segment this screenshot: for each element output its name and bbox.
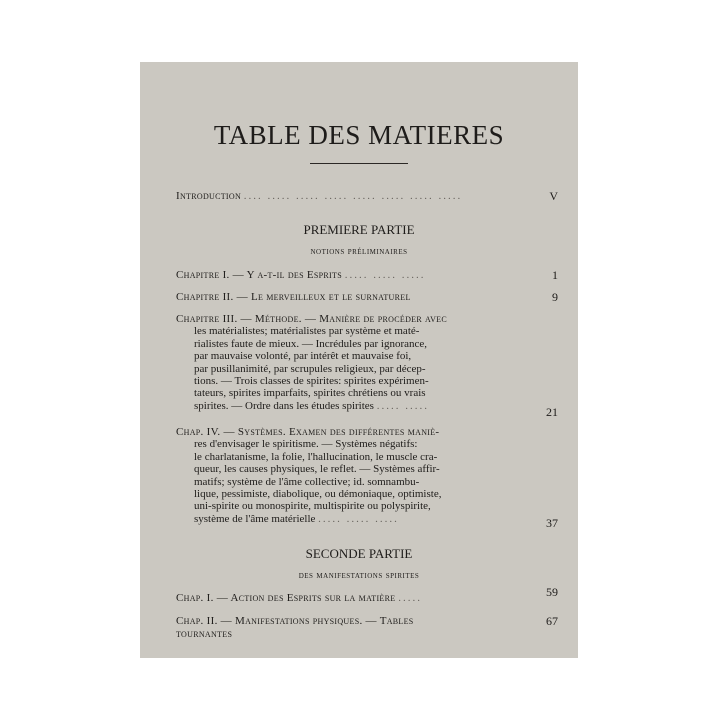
- toc-line-text: spirites. — Ordre dans les études spirites: [194, 399, 374, 412]
- toc-entry-chapter-3: [176, 313, 530, 412]
- toc-entry-label: tournantes: [176, 628, 233, 640]
- toc-entry-page: 21: [546, 405, 558, 419]
- leader-dots: .....: [398, 592, 422, 604]
- toc-entry-chapter-4: [176, 426, 530, 525]
- toc-line: Chapitre III. — Méthode. — Manière de procéder avec: [176, 313, 447, 325]
- part-subtitle: des manifestations spirites: [298, 570, 420, 581]
- toc-line: par pusillanimité, par scrupules religieux, par décep-: [194, 362, 426, 375]
- toc-line: tions. — Trois classes de spirites: spirites expérimen-: [194, 375, 429, 388]
- page-title: TABLE DES MATIERES: [213, 120, 505, 150]
- toc-line: le charlatanisme, la folie, l'hallucination, le muscle cra-: [194, 450, 438, 463]
- toc-entry: [176, 269, 558, 282]
- toc-entry-label: Chap. I. — Action des Esprits sur la matière: [176, 592, 396, 604]
- toc-entry-page: 9: [552, 290, 558, 304]
- toc-line: [176, 400, 530, 412]
- toc-line: les matérialistes; matérialistes par système et maté-: [194, 325, 420, 338]
- toc-line: lique, pessimiste, diabolique, ou démoniaque, optimiste,: [194, 488, 442, 501]
- toc-line: uni-spirite ou monospirite, multispirite ou polyspirite,: [194, 500, 431, 513]
- toc-entry-label: Chapitre I. — Y a-t-il des Esprits: [176, 269, 342, 281]
- toc-line: queur, les causes physiques, le reflet. — Systèmes affir-: [194, 463, 440, 476]
- toc-line: par mauvaise volonté, par intérêt et mauvaise foi,: [194, 350, 412, 363]
- toc-line-text: système de l'âme matérielle: [194, 512, 316, 525]
- toc-line: rialistes faute de mieux. — Incrédules par ignorance,: [194, 337, 428, 350]
- part-title: SECONDE PARTIE: [305, 546, 413, 561]
- toc-entry-page: V: [549, 189, 558, 203]
- toc-line: [176, 513, 530, 525]
- book-page: [140, 62, 578, 658]
- toc-entry-page: 59: [546, 585, 558, 599]
- toc-line: res d'envisager le spiritisme. — Systèmes négatifs:: [194, 438, 418, 451]
- toc-entry-page: 67: [546, 614, 558, 628]
- toc-entry: [176, 585, 558, 605]
- toc-entry: [176, 615, 558, 628]
- toc-line: matifs; système de l'âme collective; id. somnambu-: [194, 475, 420, 488]
- toc-entry-page: 1: [552, 268, 558, 282]
- leader-dots: .... ..... ..... ..... ..... ..... ..... .....: [243, 190, 463, 202]
- leader-dots: ..... ..... .....: [344, 269, 426, 281]
- toc-entry-introduction: [176, 190, 558, 203]
- part-subtitle: notions préliminaires: [310, 246, 408, 257]
- toc-line: Chap. IV. — Systèmes. Examen des différentes maniè-: [176, 426, 440, 438]
- toc-entry-page: 37: [546, 516, 558, 530]
- toc-entry-label: Chap. II. — Manifestations physiques. — Tables: [176, 615, 414, 627]
- toc-entry: [176, 291, 558, 304]
- toc-entry-label: Chapitre II. — Le merveilleux et le surnaturel: [176, 291, 411, 303]
- leader-dots: ..... .....: [376, 399, 429, 412]
- toc-line: tateurs, spirites imparfaits, spirites chrétiens ou vrais: [194, 387, 426, 400]
- title-divider: [310, 163, 408, 164]
- part-title: PREMIERE PARTIE: [303, 222, 415, 237]
- leader-dots: ..... ..... .....: [318, 512, 399, 525]
- toc-entry-label: Introduction: [176, 190, 242, 202]
- toc-entry-continuation: [176, 628, 558, 641]
